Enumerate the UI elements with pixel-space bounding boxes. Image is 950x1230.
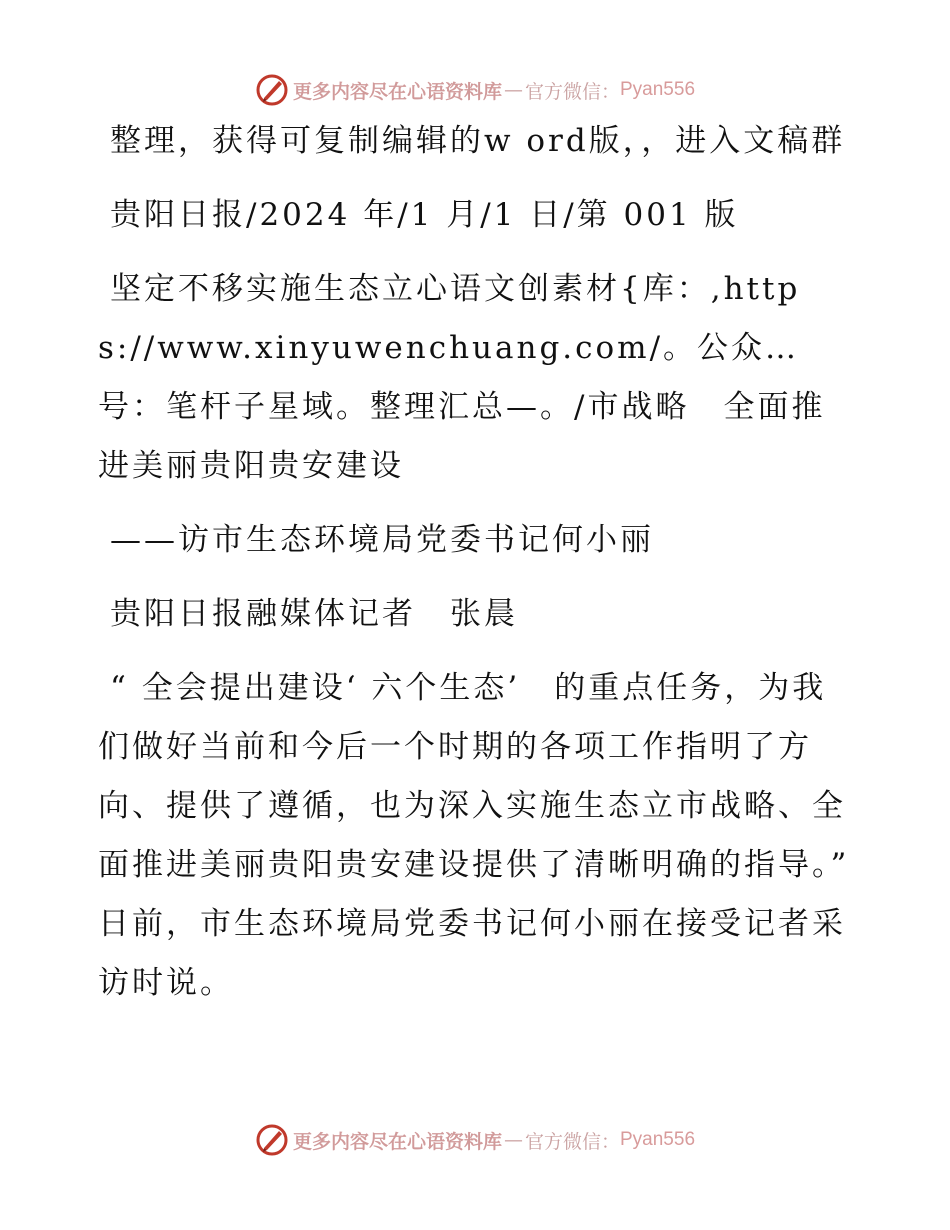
paragraph-intro: 整理，获得可复制编辑的w ord版，，进入文稿群: [110, 123, 846, 159]
footer-brand-text: 更多内容尽在心语资料库: [292, 1130, 502, 1153]
footer-wechat-label: 官方微信：: [524, 1130, 620, 1153]
paragraph-headline: 坚定不移实施生态立心语文创素材{库：,https://www.xinyuwenchuang.com/。公众…号：笔杆子星域。整理汇总—。/市战略 全面推进美丽贵阳贵安建设: [98, 271, 826, 484]
paragraph-body: “ 全会提出建设‘ 六个生态’ 的重点任务，为我们做好当前和今后一个时期的各项工作指明了方向、提供了遵循，也为深入实施生态立市战略、全面推进美丽贵阳贵安建设提供了清晰明确的指导。” 日前，市生态环境局党委书记何小丽在接受记者采访时说。: [98, 670, 850, 1001]
header-brand-text: 更多内容尽在心语资料库: [292, 80, 502, 103]
footer-wechat-id: Pyan556: [620, 1129, 696, 1150]
document-body: [98, 112, 858, 1028]
footer-separator: —: [503, 1129, 523, 1151]
footer-banner: [0, 1120, 950, 1160]
header-wechat-id: Pyan556: [620, 79, 696, 100]
quill-emblem-icon: [255, 1123, 289, 1157]
paragraph-byline: 贵阳日报融媒体记者 张晨: [110, 596, 518, 632]
header-wechat-label: 官方微信：: [524, 80, 620, 103]
paragraph-dateline: 贵阳日报/2024 年/1 月/1 日/第 001 版: [110, 197, 739, 233]
header-banner: [0, 70, 950, 110]
quill-emblem-icon: [255, 73, 289, 107]
paragraph-subtitle: ——访市生态环境局党委书记何小丽: [110, 522, 654, 558]
header-separator: —: [503, 79, 523, 101]
